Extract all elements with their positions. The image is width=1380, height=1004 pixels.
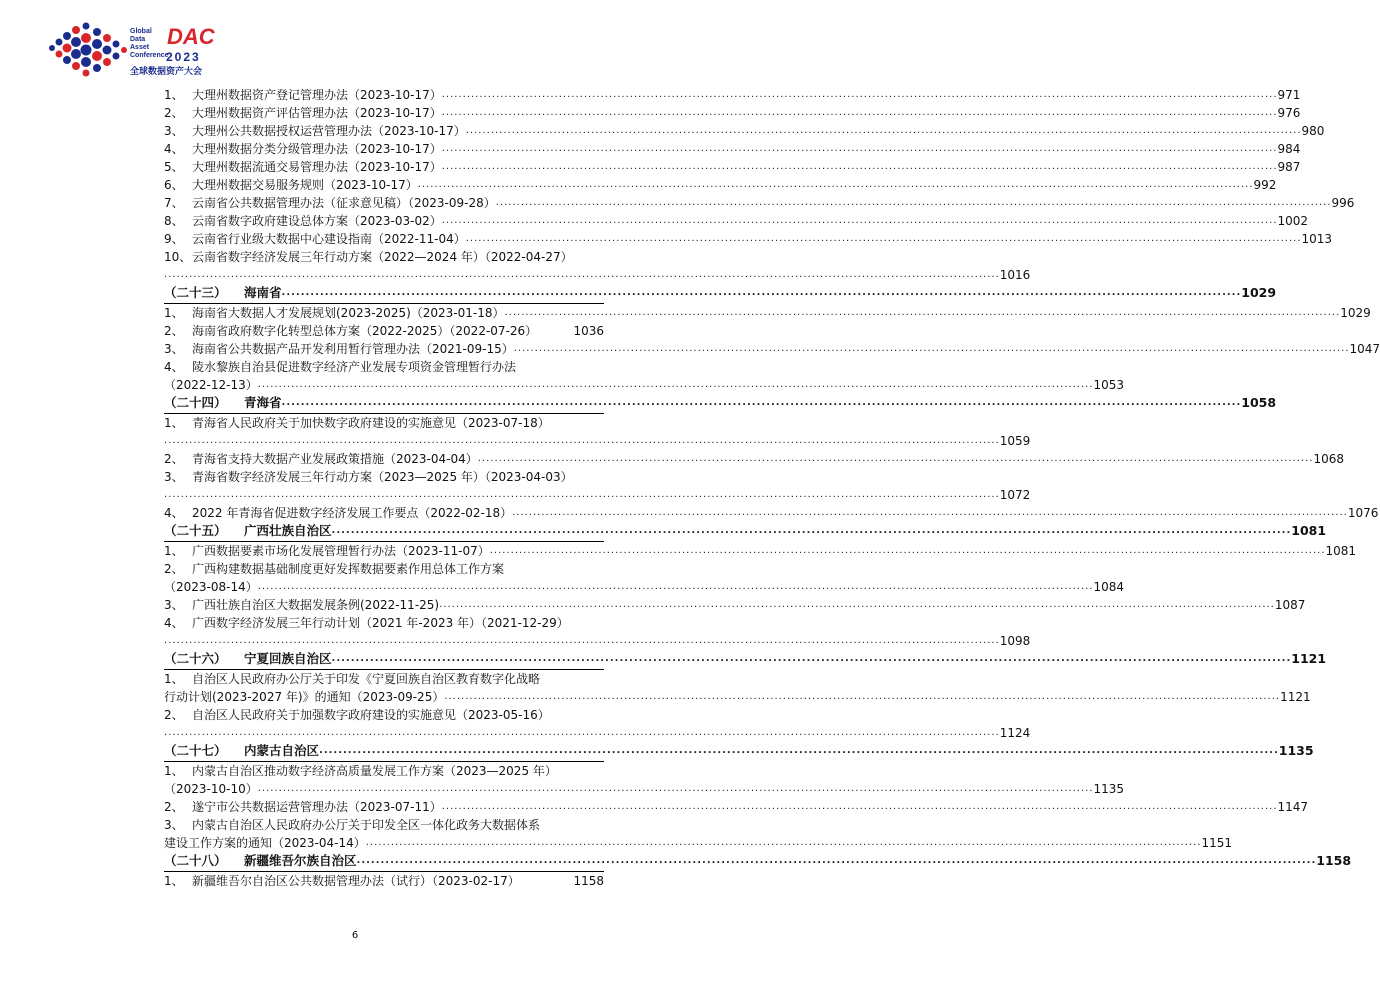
toc-entry-number: 7、	[164, 196, 184, 210]
toc-page-number: 1121	[1291, 651, 1327, 666]
toc-entry-title: 大理州数据流通交易管理办法（2023-10-17）	[192, 160, 442, 174]
toc-entry-title: 广西数字经济发展三年行动计划（2021 年-2023 年）（2021-12-29）	[192, 616, 569, 630]
logo-dot	[81, 57, 91, 67]
dot-leader: ........................................................................................................................................................................................................	[441, 801, 1278, 812]
toc-entry-number: 4、	[164, 616, 184, 630]
toc-item-row[interactable]	[164, 230, 1333, 248]
toc-entry-number: 3、	[164, 342, 184, 356]
toc-item-row[interactable]	[164, 504, 1379, 522]
toc-entry-number: 1、	[164, 764, 184, 778]
toc-page-number: 1121	[1280, 690, 1311, 704]
logo-dot	[81, 33, 91, 43]
toc-entry-number: 2、	[164, 708, 184, 722]
toc-entry-number: （二十四）	[164, 395, 227, 410]
dot-leader: ........................................................................................................................................................................................................	[441, 143, 1278, 154]
toc-item-row[interactable]	[164, 340, 1380, 358]
toc-item-row[interactable]	[164, 596, 1306, 614]
toc-entry-text	[164, 86, 442, 104]
logo-dot	[63, 44, 72, 53]
toc-entry-text	[164, 670, 540, 688]
dot-leader: ........................................................................................................................................................................................................	[257, 379, 1094, 390]
logo-dot	[81, 45, 92, 56]
toc-continuation-row[interactable]	[164, 834, 1233, 852]
toc-entry-text	[164, 504, 512, 522]
toc-entry-number: 10、	[164, 250, 192, 264]
toc-entry-text	[164, 212, 442, 230]
logo-dot	[103, 58, 111, 66]
toc-entry-title: 内蒙古自治区	[244, 743, 320, 758]
toc-item-row[interactable]	[164, 212, 1309, 230]
dot-leader: ........................................................................................................................................................................................................	[281, 287, 1242, 298]
logo-chinese-name: 全球数据资产大会	[130, 67, 203, 77]
toc-entry-number: 1、	[164, 416, 184, 430]
toc-entry-number: （二十六）	[164, 651, 227, 666]
toc-item-row[interactable]	[164, 450, 1345, 468]
toc-entry-text	[164, 522, 332, 540]
toc-entry-text	[164, 140, 442, 158]
logo-dot	[93, 64, 101, 72]
toc-entry-text	[164, 414, 550, 432]
logo-dot	[92, 39, 102, 49]
toc-entry-title: 广西壮族自治区	[244, 523, 332, 538]
toc-entry-number: 4、	[164, 360, 184, 374]
toc-item-row[interactable]	[164, 614, 604, 632]
toc-entry-text	[164, 450, 478, 468]
logo-dot	[103, 34, 111, 42]
toc-entry-title: 行动计划(2023-2027 年)》的通知（2023-09-25）	[164, 690, 445, 704]
toc-entry-title: 青海省人民政府关于加快数字政府建设的实施意见（2023-07-18）	[192, 416, 550, 430]
toc-item-row[interactable]	[164, 706, 604, 724]
toc-page-number: 1158	[573, 874, 604, 888]
dot-leader: ........................................................................................................................................................................................................	[257, 783, 1094, 794]
logo-dot	[56, 51, 63, 58]
toc-entry-text	[164, 194, 496, 212]
toc-entry-number: 1、	[164, 88, 184, 102]
toc-continuation-row[interactable]	[164, 688, 1311, 706]
toc-section-row[interactable]	[164, 650, 1327, 670]
toc-item-row[interactable]	[164, 542, 1357, 560]
toc-entry-text	[164, 176, 418, 194]
toc-page-number: 1124	[999, 726, 1031, 740]
logo-english-text: Global Data Asset Conference	[130, 28, 169, 59]
toc-item-row[interactable]	[164, 762, 604, 780]
toc-entry-text	[164, 304, 505, 322]
toc-continuation-row[interactable]	[164, 780, 1125, 798]
toc-entry-title: 云南省数字经济发展三年行动方案（2022—2024 年）（2022-04-27）	[192, 250, 573, 264]
toc-page-number: 1036	[573, 324, 604, 338]
toc-item-row[interactable]	[164, 358, 604, 376]
toc-continuation-row[interactable]	[164, 632, 1031, 650]
toc-entry-number: 2、	[164, 800, 184, 814]
toc-entry-number: 5、	[164, 160, 184, 174]
toc-entry-number: 3、	[164, 470, 184, 484]
dot-leader: ........................................................................................................................................................................................................	[331, 653, 1292, 664]
toc-entry-number: 1、	[164, 874, 184, 888]
toc-entry-number: 2、	[164, 324, 184, 338]
toc-entry-text	[164, 104, 442, 122]
toc-entry-number: 2、	[164, 106, 184, 120]
toc-entry-title: 建设工作方案的通知（2023-04-14）	[164, 836, 366, 850]
toc-continuation-row[interactable]	[164, 266, 1031, 284]
logo-dot	[83, 23, 90, 30]
toc-entry-title: 大理州数据资产登记管理办法（2023-10-17）	[192, 88, 442, 102]
toc-entry-text	[164, 852, 357, 870]
toc-entry-title: 内蒙古自治区人民政府办公厅关于印发全区一体化政务大数据体系	[192, 818, 541, 832]
toc-item-row[interactable]	[164, 158, 1301, 176]
toc-entry-title: 海南省政府数字化转型总体方案（2022-2025）（2022-07-26）	[192, 324, 538, 338]
logo-dot	[71, 49, 81, 59]
toc-entry-title: 云南省数字政府建设总体方案（2023-03-02）	[192, 214, 442, 228]
toc-item-row[interactable]	[164, 798, 1309, 816]
toc-item-row[interactable]	[164, 560, 604, 578]
toc-section-row[interactable]	[164, 742, 1314, 762]
toc-page-number: 1084	[1093, 580, 1125, 594]
toc-entry-text	[164, 762, 557, 780]
toc-entry-text	[164, 468, 573, 486]
toc-entry-number: 4、	[164, 142, 184, 156]
logo-dot	[72, 26, 80, 34]
toc-continuation-row[interactable]	[164, 432, 1031, 450]
logo-dot	[71, 37, 81, 47]
dot-leader: ........................................................................................................................................................................................................	[441, 215, 1278, 226]
toc-entry-text	[164, 834, 366, 852]
toc-entry-text	[164, 542, 490, 560]
toc-page-number: 1013	[1301, 232, 1333, 246]
toc-item-row[interactable]	[164, 816, 604, 834]
toc-entry-title: 自治区人民政府办公厅关于印发《宁夏回族自治区教育数字化战略	[192, 672, 541, 686]
toc-entry-text	[164, 230, 466, 248]
toc-page-number: 971	[1277, 88, 1301, 102]
table-of-contents	[164, 86, 1380, 890]
toc-entry-number: 9、	[164, 232, 184, 246]
toc-entry-title: 新疆维吾尔自治区公共数据管理办法（试行）（2023-02-17）	[192, 874, 520, 888]
toc-page-number: 984	[1277, 142, 1301, 156]
toc-entry-title: （2023-10-10）	[164, 782, 258, 796]
toc-entry-text	[164, 578, 258, 596]
logo-dot	[56, 39, 63, 46]
logo-dot	[72, 62, 80, 70]
toc-entry-text	[164, 816, 540, 834]
dot-grid-logo-icon	[44, 18, 134, 78]
toc-entry-text	[164, 872, 520, 890]
toc-entry-number: 1、	[164, 306, 184, 320]
toc-entry-text	[164, 742, 319, 760]
toc-entry-text	[164, 650, 332, 668]
toc-entry-number: （二十八）	[164, 853, 227, 868]
toc-page-number: 1029	[1241, 285, 1277, 300]
toc-entry-text	[164, 798, 442, 816]
logo-dot	[103, 46, 112, 55]
dot-leader: ........................................................................................................................................................................................................	[164, 269, 1000, 280]
toc-page-number: 1058	[1241, 395, 1277, 410]
logo-dot	[63, 32, 71, 40]
dot-leader: ........................................................................................................................................................................................................	[489, 545, 1326, 556]
logo-dot	[49, 45, 55, 51]
logo-dot	[121, 47, 127, 53]
dot-leader: ........................................................................................................................................................................................................	[441, 107, 1278, 118]
toc-page-number: 1059	[999, 434, 1031, 448]
toc-entry-number: 3、	[164, 124, 184, 138]
toc-entry-number: （二十五）	[164, 523, 227, 538]
toc-page-number: 1016	[999, 268, 1031, 282]
toc-page-number: 1087	[1274, 598, 1306, 612]
dot-leader: ........................................................................................................................................................................................................	[164, 727, 1000, 738]
toc-entry-text	[164, 614, 569, 632]
dot-leader: ........................................................................................................................................................................................................	[331, 525, 1292, 536]
dot-leader: ........................................................................................................................................................................................................	[365, 837, 1202, 848]
toc-entry-text	[164, 394, 282, 412]
dot-leader: ........................................................................................................................................................................................................	[465, 233, 1302, 244]
dot-leader: ........................................................................................................................................................................................................	[439, 599, 1275, 610]
dot-leader: ........................................................................................................................................................................................................	[319, 745, 1279, 756]
toc-entry-title: 海南省	[244, 285, 282, 300]
toc-entry-title: 广西壮族自治区大数据发展条例(2022-11-25)	[192, 598, 440, 612]
toc-entry-title: 大理州数据分类分级管理办法（2023-10-17）	[192, 142, 442, 156]
dot-leader: ........................................................................................................................................................................................................	[495, 197, 1332, 208]
toc-item-row[interactable]	[164, 140, 1301, 158]
toc-entry-number: 3、	[164, 818, 184, 832]
toc-entry-text	[164, 358, 516, 376]
toc-page-number: 1076	[1347, 506, 1379, 520]
toc-entry-text	[164, 688, 444, 706]
logo-dot	[93, 28, 101, 36]
toc-item-row[interactable]	[164, 104, 1301, 122]
logo-dot	[92, 51, 102, 61]
dot-leader: ........................................................................................................................................................................................................	[512, 507, 1348, 518]
logo-dot	[113, 41, 120, 48]
dot-leader: ........................................................................................................................................................................................................	[513, 343, 1350, 354]
toc-continuation-row[interactable]	[164, 578, 1125, 596]
toc-entry-title: 自治区人民政府关于加强数字政府建设的实施意见（2023-05-16）	[192, 708, 550, 722]
toc-entry-text	[164, 780, 258, 798]
toc-page-number: 1135	[1278, 743, 1314, 758]
toc-item-row[interactable]	[164, 304, 1371, 322]
toc-page-number: 1147	[1277, 800, 1309, 814]
dot-leader: ........................................................................................................................................................................................................	[281, 397, 1242, 408]
toc-item-row[interactable]	[164, 86, 1301, 104]
toc-item-row[interactable]	[164, 414, 604, 432]
toc-entry-number: 4、	[164, 506, 184, 520]
toc-entry-title: 大理州数据资产评估管理办法（2023-10-17）	[192, 106, 442, 120]
dot-leader: ........................................................................................................................................................................................................	[441, 89, 1278, 100]
dot-leader	[537, 322, 573, 340]
toc-page-number: 1047	[1349, 342, 1380, 356]
toc-entry-title: 海南省大数据人才发展规划(2023-2025)（2023-01-18）	[192, 306, 505, 320]
toc-entry-number: （二十三）	[164, 285, 227, 300]
toc-entry-text	[164, 284, 282, 302]
toc-page-number: 1002	[1277, 214, 1309, 228]
logo-brand: DAC	[167, 24, 215, 49]
toc-page-number: 1081	[1325, 544, 1357, 558]
dot-leader: ........................................................................................................................................................................................................	[356, 855, 1317, 866]
toc-page-number: 987	[1277, 160, 1301, 174]
toc-section-row[interactable]	[164, 394, 1277, 414]
toc-entry-title: 宁夏回族自治区	[244, 651, 332, 666]
dot-leader: ........................................................................................................................................................................................................	[257, 581, 1094, 592]
toc-page-number: 976	[1277, 106, 1301, 120]
toc-page-number: 1029	[1340, 306, 1371, 320]
toc-entry-text	[164, 706, 550, 724]
toc-entry-text	[164, 322, 537, 340]
toc-entry-title: 海南省公共数据产品开发利用暂行管理办法（2021-09-15）	[192, 342, 514, 356]
toc-item-row[interactable]	[164, 322, 604, 340]
toc-entry-number: 6、	[164, 178, 184, 192]
toc-entry-title: （2022-12-13）	[164, 378, 258, 392]
toc-entry-text	[164, 376, 258, 394]
toc-item-row[interactable]	[164, 194, 1355, 212]
page-number: 6	[351, 930, 359, 941]
toc-entry-title: （2023-08-14）	[164, 580, 258, 594]
toc-entry-text	[164, 248, 573, 266]
dot-leader: ........................................................................................................................................................................................................	[504, 307, 1341, 318]
toc-entry-title: 陵水黎族自治县促进数字经济产业发展专项资金管理暂行办法	[192, 360, 517, 374]
toc-entry-title: 大理州公共数据授权运营管理办法（2023-10-17）	[192, 124, 466, 138]
toc-entry-title: 遂宁市公共数据运营管理办法（2023-07-11）	[192, 800, 442, 814]
toc-page-number: 992	[1253, 178, 1277, 192]
dot-leader: ........................................................................................................................................................................................................	[441, 161, 1278, 172]
toc-entry-title: 新疆维吾尔族自治区	[244, 853, 357, 868]
toc-entry-number: 2、	[164, 452, 184, 466]
dot-leader: ........................................................................................................................................................................................................	[164, 435, 1000, 446]
toc-entry-title: 青海省支持大数据产业发展政策措施（2023-04-04）	[192, 452, 478, 466]
toc-entry-number: 2、	[164, 562, 184, 576]
toc-entry-number: （二十七）	[164, 743, 227, 758]
toc-entry-title: 内蒙古自治区推动数字经济高质量发展工作方案（2023—2025 年）	[192, 764, 557, 778]
toc-entry-number: 1、	[164, 672, 184, 686]
toc-page-number: 1068	[1313, 452, 1345, 466]
logo-dot	[63, 56, 71, 64]
toc-page-number: 1151	[1201, 836, 1233, 850]
dot-leader: ........................................................................................................................................................................................................	[477, 453, 1314, 464]
toc-entry-title: 云南省行业级大数据中心建设指南（2022-11-04）	[192, 232, 466, 246]
dot-leader: ........................................................................................................................................................................................................	[164, 635, 1000, 646]
toc-page-number: 996	[1331, 196, 1355, 210]
toc-entry-text	[164, 596, 439, 614]
toc-entry-title: 广西构建数据基础制度更好发挥数据要素作用总体工作方案	[192, 562, 505, 576]
dot-leader: ........................................................................................................................................................................................................	[465, 125, 1302, 136]
logo-year: 2023	[166, 50, 201, 64]
toc-entry-title: 2022 年青海省促进数字经济发展工作要点（2022-02-18）	[192, 506, 513, 520]
toc-entry-text	[164, 158, 442, 176]
toc-item-row[interactable]	[164, 122, 1325, 140]
toc-page-number: 1098	[999, 634, 1031, 648]
dot-leader: ........................................................................................................................................................................................................	[164, 489, 1000, 500]
toc-page-number: 980	[1301, 124, 1325, 138]
toc-entry-number: 1、	[164, 544, 184, 558]
toc-page-number: 1081	[1291, 523, 1327, 538]
toc-section-row[interactable]	[164, 284, 1277, 304]
toc-page-number: 1135	[1093, 782, 1125, 796]
toc-section-row[interactable]	[164, 522, 1327, 542]
toc-item-row[interactable]	[164, 176, 1277, 194]
toc-item-row[interactable]	[164, 872, 604, 890]
logo-dot	[83, 70, 90, 77]
toc-page-number: 1053	[1093, 378, 1125, 392]
toc-entry-number: 8、	[164, 214, 184, 228]
toc-entry-title: 广西数据要素市场化发展管理暂行办法（2023-11-07）	[192, 544, 490, 558]
logo-dot	[113, 53, 120, 60]
toc-continuation-row[interactable]	[164, 376, 1125, 394]
toc-section-row[interactable]	[164, 852, 1352, 872]
toc-continuation-row[interactable]	[164, 724, 1031, 742]
toc-item-row[interactable]	[164, 670, 604, 688]
toc-continuation-row[interactable]	[164, 486, 1031, 504]
toc-page-number: 1158	[1316, 853, 1352, 868]
toc-entry-title: 青海省	[244, 395, 282, 410]
dot-leader: ........................................................................................................................................................................................................	[444, 691, 1281, 702]
toc-entry-text	[164, 340, 514, 358]
dot-leader: ........................................................................................................................................................................................................	[417, 179, 1254, 190]
dot-leader	[520, 872, 574, 890]
toc-page-number: 1072	[999, 488, 1031, 502]
toc-item-row[interactable]	[164, 468, 604, 486]
toc-entry-title: 云南省公共数据管理办法（征求意见稿）（2023-09-28）	[192, 196, 496, 210]
toc-item-row[interactable]	[164, 248, 604, 266]
toc-entry-title: 大理州数据交易服务规则（2023-10-17）	[192, 178, 418, 192]
toc-entry-text	[164, 122, 466, 140]
toc-entry-text	[164, 560, 504, 578]
toc-entry-title: 青海省数字经济发展三年行动方案（2023—2025 年）（2023-04-03）	[192, 470, 573, 484]
toc-entry-number: 3、	[164, 598, 184, 612]
